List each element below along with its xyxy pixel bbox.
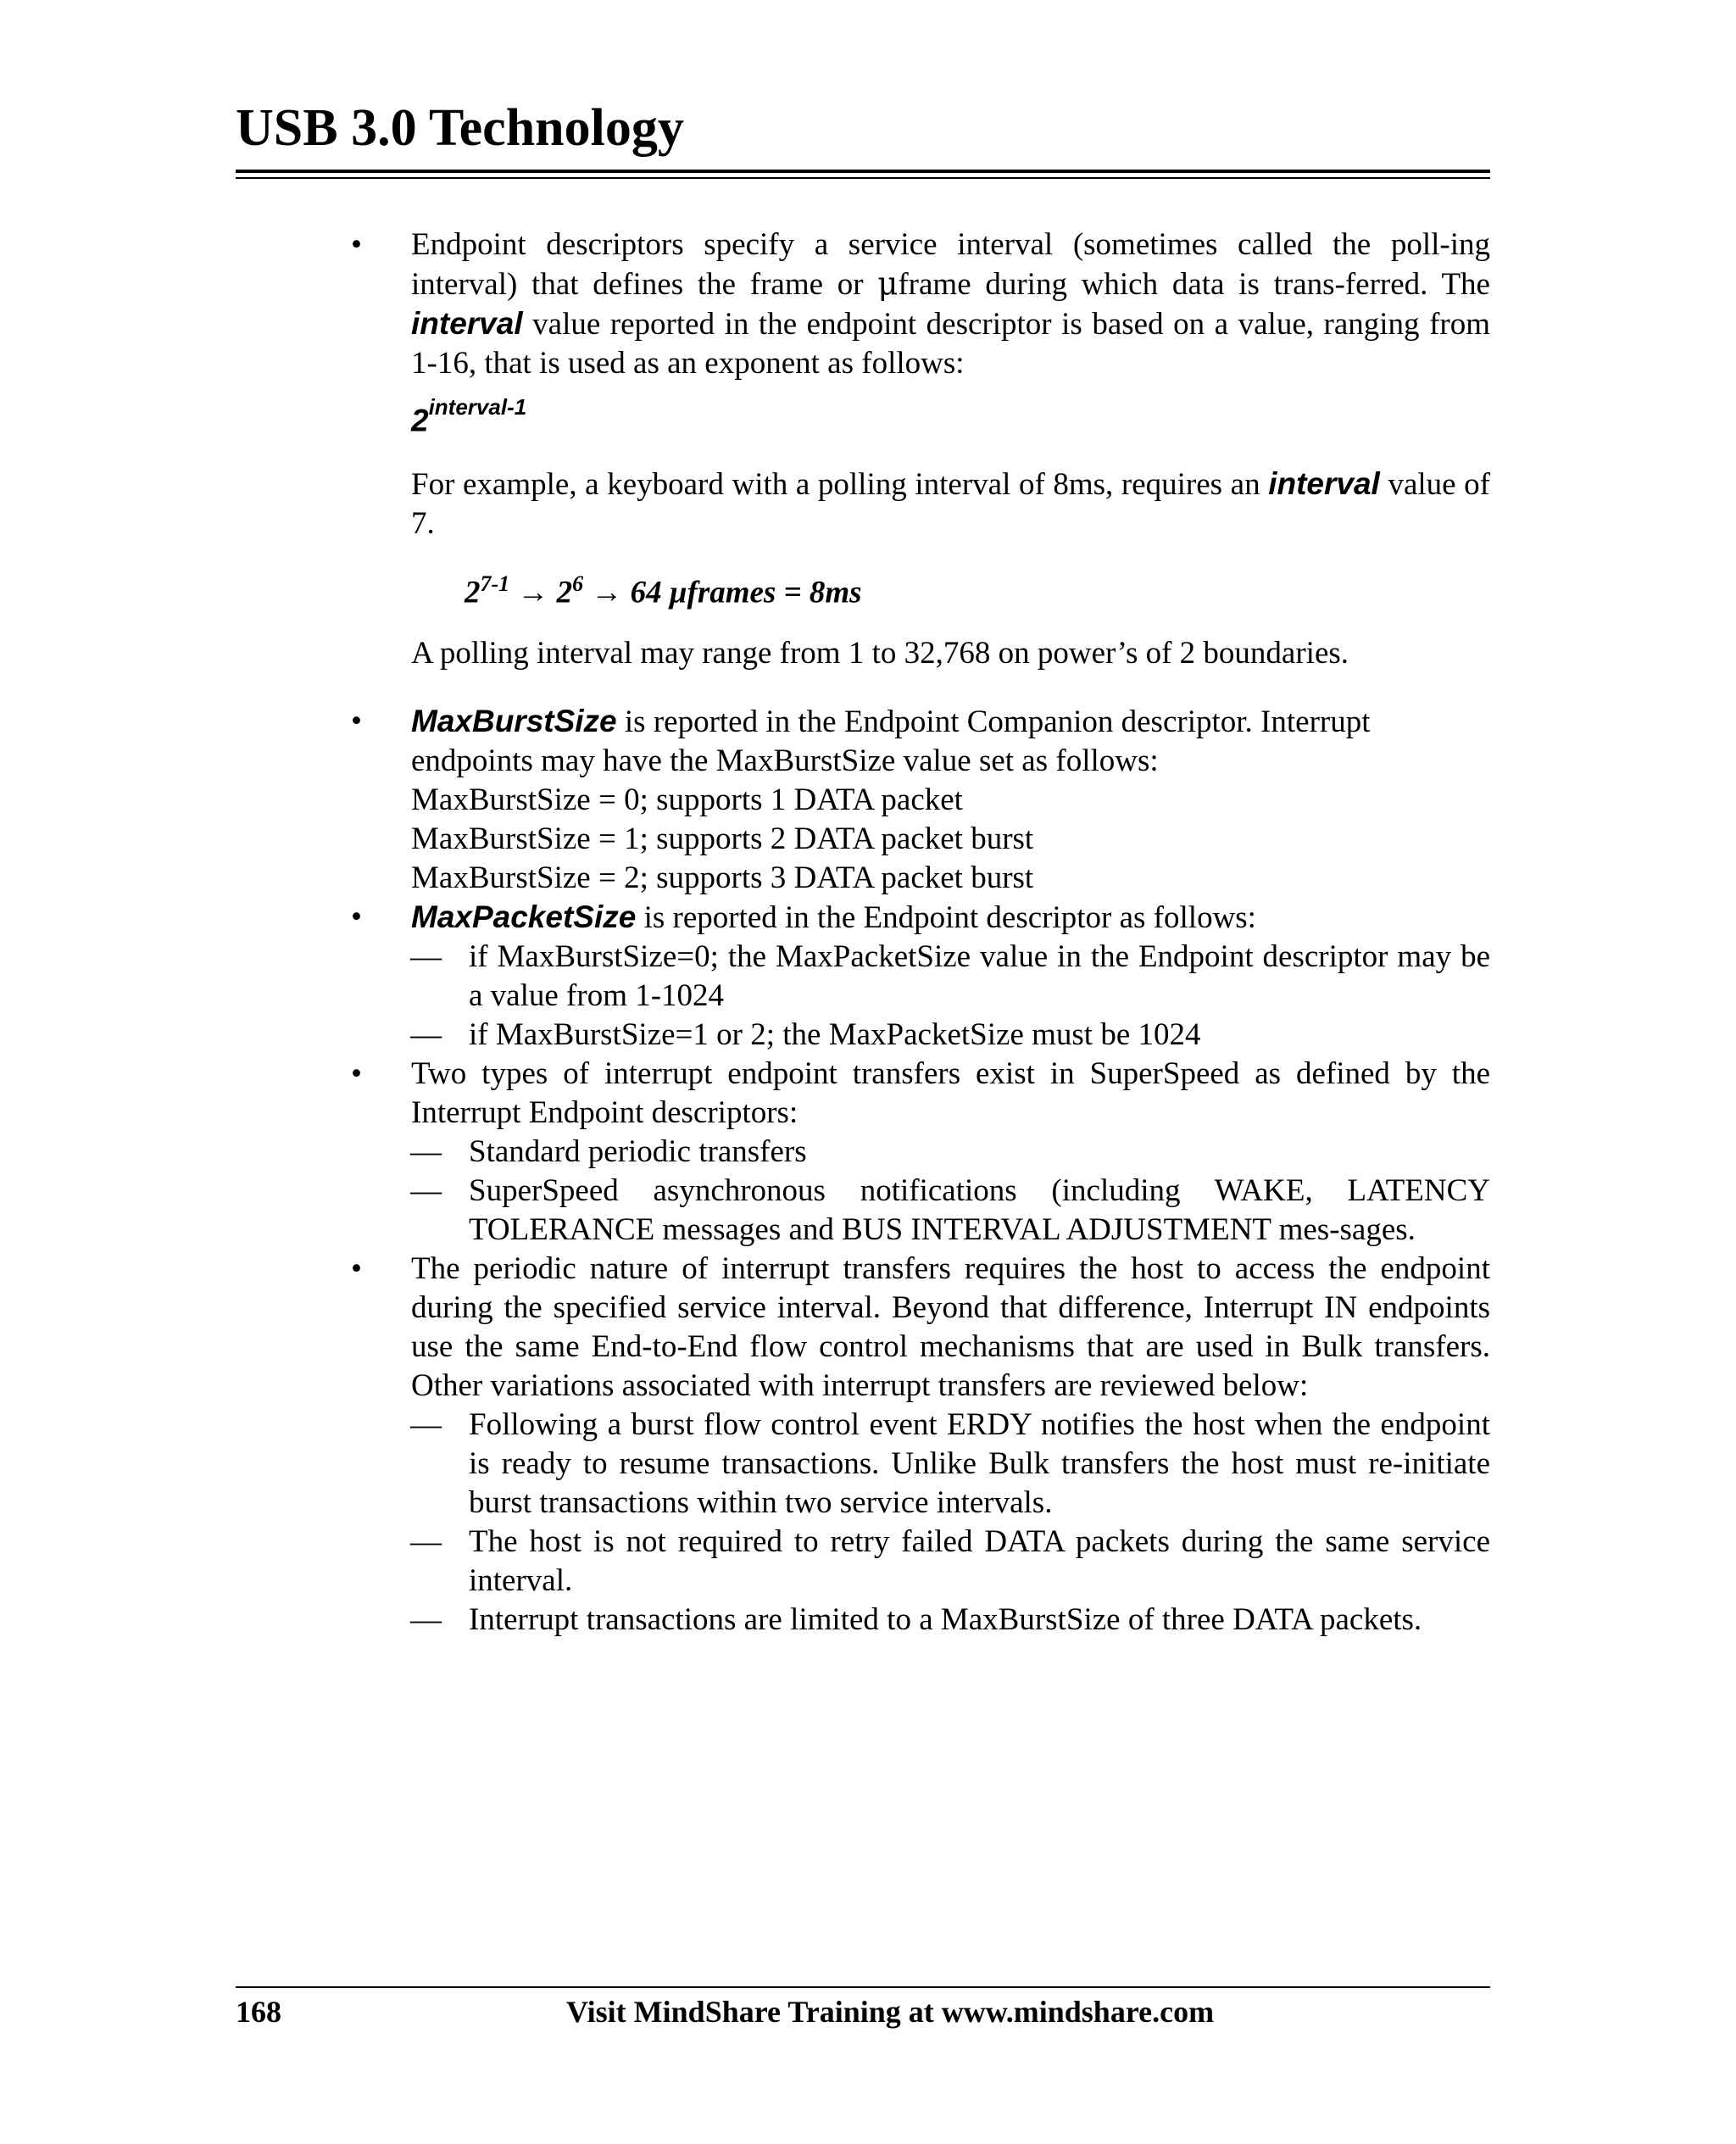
maxburst-line: MaxBurstSize = 2; supports 3 DATA packet burst <box>411 860 1034 895</box>
page-number: 168 <box>236 1995 281 2029</box>
maxburst-line: MaxBurstSize = 1; supports 2 DATA packet burst <box>411 821 1034 856</box>
bullet-text: Endpoint descriptors specify a service interval (sometimes called the poll-ing interval) that defines the frame or <box>411 227 1490 302</box>
bullet-transfer-types <box>236 1055 1490 1133</box>
bullet-maxburstsize <box>236 702 1490 781</box>
page-body <box>236 226 1490 1640</box>
sub-item <box>236 1601 1490 1640</box>
dash-marker: — <box>410 1601 442 1637</box>
example-text: value of 7. <box>411 467 1490 542</box>
calc-exponent: 6 <box>572 571 584 597</box>
sub-item <box>236 1406 1490 1523</box>
sub-item <box>236 938 1490 1016</box>
keyword-interval: interval <box>411 306 523 341</box>
sub-item-text: Interrupt transactions are limited to a MaxBurstSize of three DATA packets. <box>469 1601 1422 1637</box>
sub-item <box>236 1172 1490 1250</box>
dash-marker: — <box>410 1016 442 1052</box>
bullet-text: frame during which data is trans-ferred. The <box>898 267 1490 302</box>
calc-result: → 64 μframes = 8ms <box>583 575 862 610</box>
dash-marker: — <box>410 1172 442 1208</box>
sub-item-text: Following a burst flow control event ERDY notifies the host when the endpoint is ready to resume transactions. Unlike Bulk transfers the host must re-initiate burst transactions within two service intervals. <box>469 1406 1490 1520</box>
bullet-text: The periodic nature of interrupt transfers requires the host to access the endpoint during the specified service interval. Beyond that difference, Interrupt IN endpoints use the same End-to-End flow control mechanisms that are used in Bulk transfers. Other variations associated with interrupt transfers are reviewed below: <box>411 1250 1490 1403</box>
example-text: For example, a keyboard with a polling interval of 8ms, requires an <box>411 467 1269 503</box>
sub-item <box>236 1133 1490 1172</box>
bullet-text: is reported in the Endpoint descriptor as follows: <box>636 899 1256 935</box>
calc-base: 2 <box>556 575 573 610</box>
footer-text: Visit MindShare Training at www.mindshare.com <box>566 1995 1215 2029</box>
sub-item <box>236 1016 1490 1055</box>
header-rule-thick <box>236 170 1490 173</box>
sub-item-text: The host is not required to retry failed DATA packets during the same service interval. <box>469 1523 1490 1598</box>
keyword-maxpacketsize: MaxPacketSize <box>411 899 637 934</box>
example-paragraph <box>236 465 1490 543</box>
bullet-text: Two types of interrupt endpoint transfers exist in SuperSpeed as defined by the Interrupt Endpoint descriptors: <box>411 1055 1490 1130</box>
keyword-interval: interval <box>1268 466 1380 502</box>
footer-rule <box>236 1986 1490 1988</box>
bullet-periodic-nature <box>236 1250 1490 1406</box>
calc-exponent: 7-1 <box>480 571 510 597</box>
interval-formula <box>236 392 1490 441</box>
mu-symbol: μ <box>877 265 899 302</box>
calc-arrow: → <box>509 575 557 610</box>
paragraph-gap <box>236 673 1490 702</box>
maxburst-line: MaxBurstSize = 0; supports 1 DATA packet <box>411 782 963 817</box>
dash-marker: — <box>410 938 442 974</box>
sub-item-text: if MaxBurstSize=0; the MaxPacketSize value in the Endpoint descriptor may be a value from 1-1024 <box>469 938 1490 1013</box>
formula-base: 2 <box>411 403 429 438</box>
bullet-service-interval <box>236 226 1490 383</box>
sub-item <box>236 1523 1490 1601</box>
bullet-text: is reported in the Endpoint Companion descriptor. Interrupt endpoints may have the MaxBurstSize value set as follows: <box>411 704 1371 778</box>
sub-item-text: if MaxBurstSize=1 or 2; the MaxPacketSize must be 1024 <box>469 1016 1201 1052</box>
bullet-marker: • <box>351 703 362 738</box>
bullet-marker: • <box>351 1055 362 1091</box>
bullet-marker: • <box>351 899 362 934</box>
bullet-marker: • <box>351 227 362 262</box>
bullet-maxpacketsize <box>236 898 1490 938</box>
sub-item-text: Standard periodic transfers <box>469 1133 807 1169</box>
dash-marker: — <box>410 1133 442 1169</box>
header-rule-thin <box>236 177 1490 179</box>
formula-exponent: interval-1 <box>428 394 527 420</box>
sub-item-text: SuperSpeed asynchronous notifications (including WAKE, LATENCY TOLERANCE messages and BUS INTERVAL ADJUSTMENT mes-sages. <box>469 1172 1490 1247</box>
keyword-maxburstsize: MaxBurstSize <box>411 703 617 738</box>
calc-base: 2 <box>465 575 481 610</box>
bullet-marker: • <box>351 1250 362 1286</box>
page-header-title: USB 3.0 Technology <box>236 99 684 157</box>
example-calculation <box>236 564 1490 613</box>
dash-marker: — <box>410 1406 442 1442</box>
dash-marker: — <box>410 1523 442 1559</box>
bullet-text: value reported in the endpoint descriptor is based on a value, ranging from 1-16, that is used as an exponent as follows: <box>411 307 1490 381</box>
polling-range-text: A polling interval may range from 1 to 32,768 on power’s of 2 boundaries. <box>411 635 1349 671</box>
